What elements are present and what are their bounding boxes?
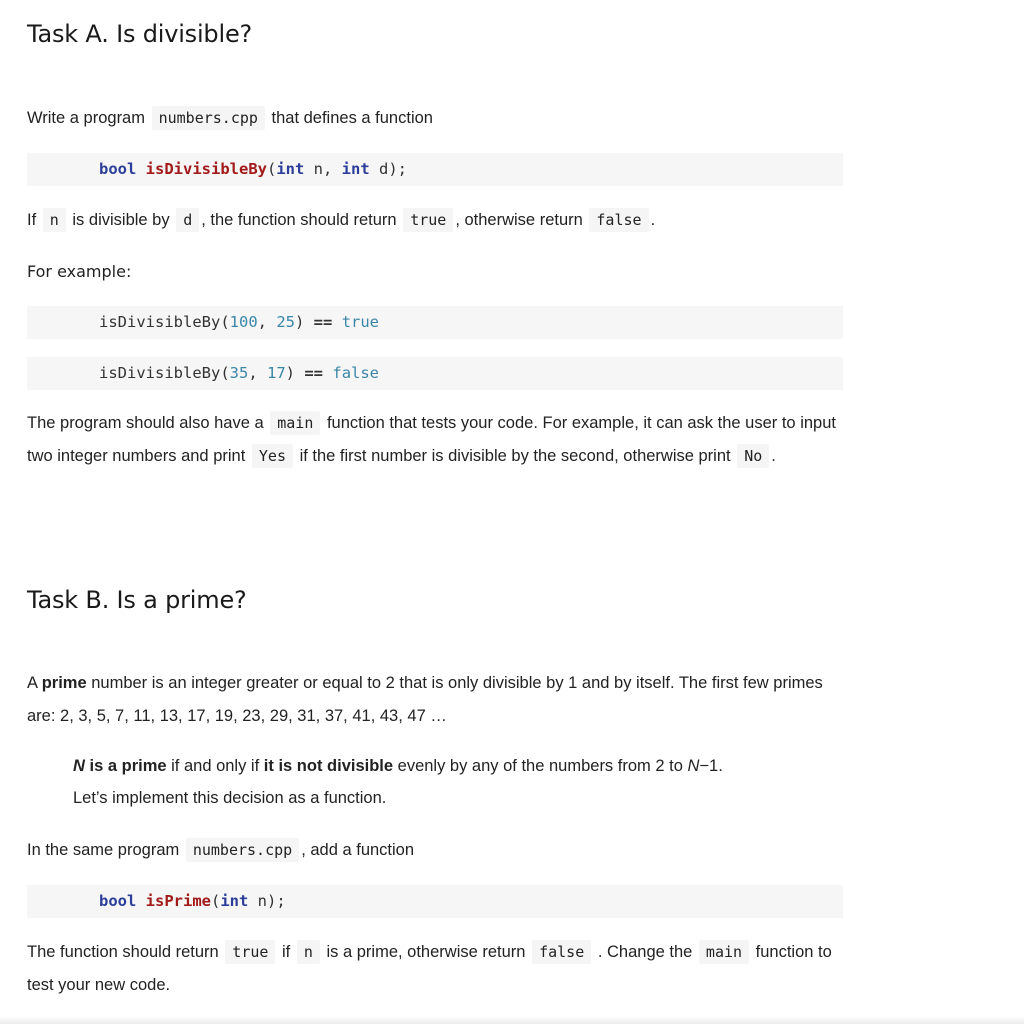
code-block-isdivisibleby-signature: bool isDivisibleBy(int n, int d); xyxy=(27,153,843,186)
prime-rule-quote: N is a prime if and only if it is not divisible evenly by any of the numbers from 2 to N−1. Let’s implement this decision as a function. xyxy=(73,757,723,807)
task-a-main-description: The program should also have a main function that tests your code. For example, it can ask the user to input two integer numbers and print Yes if the first number is divisible by the second, otherwise print No . xyxy=(27,407,843,473)
task-b-return-description: The function should return true if n is a prime, otherwise return false . Change the main function to test your new code. xyxy=(27,936,843,1002)
task-b-intro: In the same program numbers.cpp , add a function xyxy=(27,834,843,867)
inline-code-filename: numbers.cpp xyxy=(152,106,265,130)
page-bottom-edge xyxy=(0,1016,1024,1024)
task-b-title: Task B. Is a prime? xyxy=(27,586,247,614)
code-block-example-1: isDivisibleBy(100, 25) == true xyxy=(27,306,843,339)
inline-code-filename: numbers.cpp xyxy=(186,838,299,862)
task-a-return-description: If n is divisible by d , the function should return true , otherwise return false . xyxy=(27,204,843,237)
code-block-isprime-signature: bool isPrime(int n); xyxy=(27,885,843,918)
task-a-intro: Write a program numbers.cpp that defines a function xyxy=(27,102,843,135)
code-block-example-2: isDivisibleBy(35, 17) == false xyxy=(27,357,843,390)
task-a-title: Task A. Is divisible? xyxy=(27,20,253,48)
for-example-label: For example: xyxy=(27,262,132,281)
prime-definition: A prime number is an integer greater or equal to 2 that is only divisible by 1 and by itself. The first few primes are: 2, 3, 5, 7, 11, 13, 17, 19, 23, 29, 31, 37, 41, 43, 47 … xyxy=(27,674,823,725)
